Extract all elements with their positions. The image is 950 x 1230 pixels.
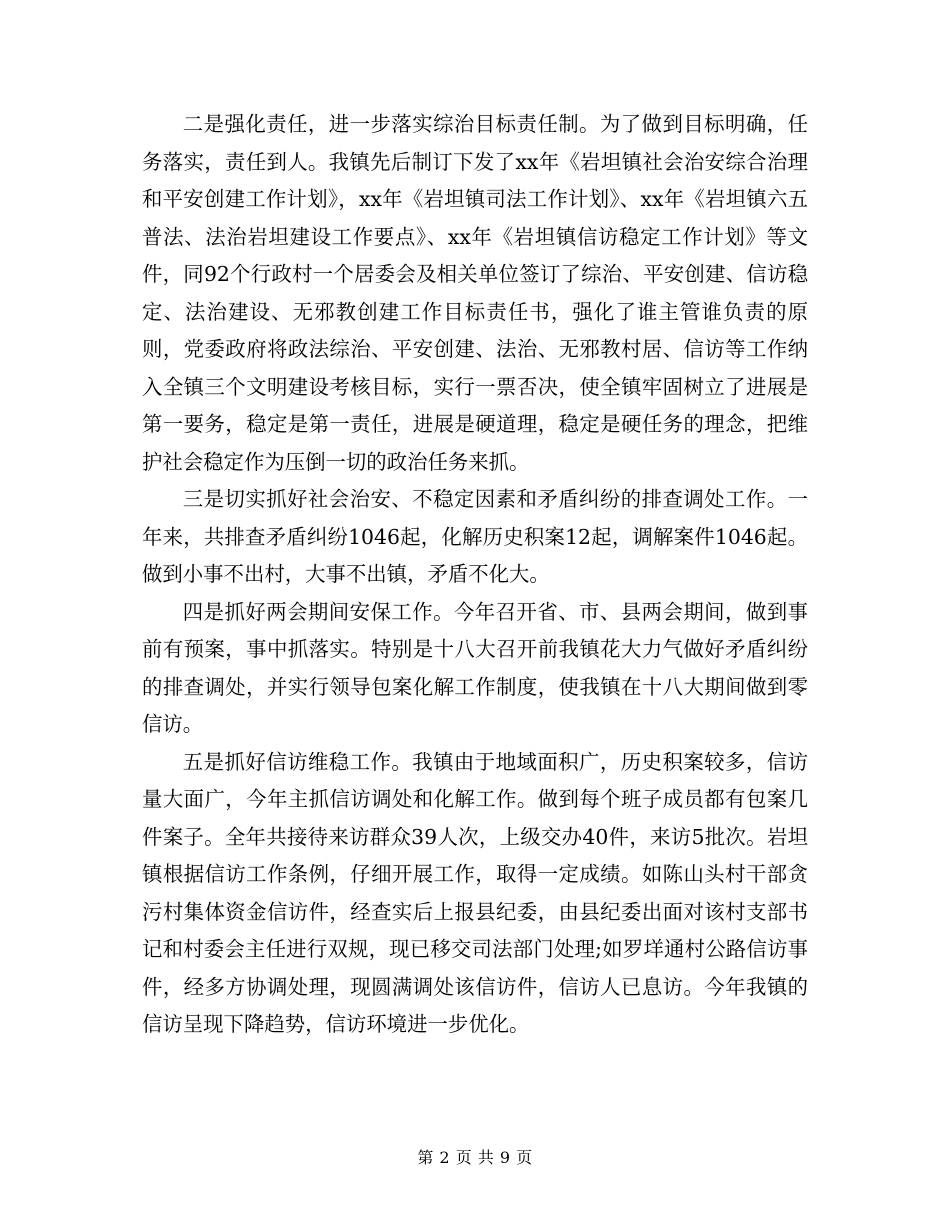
paragraph-petition-stability: 五是抓好信访维稳工作。我镇由于地域面积广，历史积案较多，信访量大面广，今年主抓信访调处和化解工作。做到每个班子成员都有包案几件案子。全年共接待来访群众39人次，上级交办40件，来访5批次。岩坦镇根据信访工作条例，仔细开展工作，取得一定成绩。如陈山头村干部贪污村集体资金信访件，经查实后上报县纪委，由县纪委出面对该村支部书记和村委会主任进行双规，现已移交司法部门处理;如罗垟通村公路信访事件，经多方协调处理，现圆满调处该信访件，信访人已息访。今年我镇的信访呈现下降趋势，信访环境进一步优化。 — [142, 749, 808, 1036]
paragraph-responsibility: 二是强化责任，进一步落实综治目标责任制。为了做到目标明确，任务落实，责任到人。我镇先后制订下发了xx年《岩坦镇社会治安综合治理和平安创建工作计划》，xx年《岩坦镇司法工作计划》、xx年《岩坦镇六五普法、法治岩坦建设工作要点》、xx年《岩坦镇信访稳定工作计划》等文件，同92个行政村一个居委会及相关单位签订了综治、平安创建、信访稳定、法治建设、无邪教创建工作目标责任书，强化了谁主管谁负责的原则，党委政府将政法综治、平安创建、法治、无邪教村居、信访等工作纳入全镇三个文明建设考核目标，实行一票否决，使全镇牢固树立了进展是第一要务，稳定是第一责任，进展是硬道理，稳定是硬任务的理念，把维护社会稳定作为压倒一切的政治任务来抓。 — [142, 112, 808, 474]
document-body — [142, 106, 808, 1044]
page-number-footer: 第 2 页 共 9 页 — [417, 1148, 533, 1167]
paragraph-dispute-investigation: 三是切实抓好社会治安、不稳定因素和矛盾纠纷的排查调处工作。一年来，共排查矛盾纠纷1046起，化解历史积案12起，调解案件1046起。做到小事不出村，大事不出镇，矛盾不化大。 — [142, 487, 808, 586]
paragraph-two-sessions-security: 四是抓好两会期间安保工作。今年召开省、市、县两会期间，做到事前有预案，事中抓落实。特别是十八大召开前我镇花大力气做好矛盾纠纷的排查调处，并实行领导包案化解工作制度，使我镇在十八大期间做到零信访。 — [142, 599, 808, 736]
